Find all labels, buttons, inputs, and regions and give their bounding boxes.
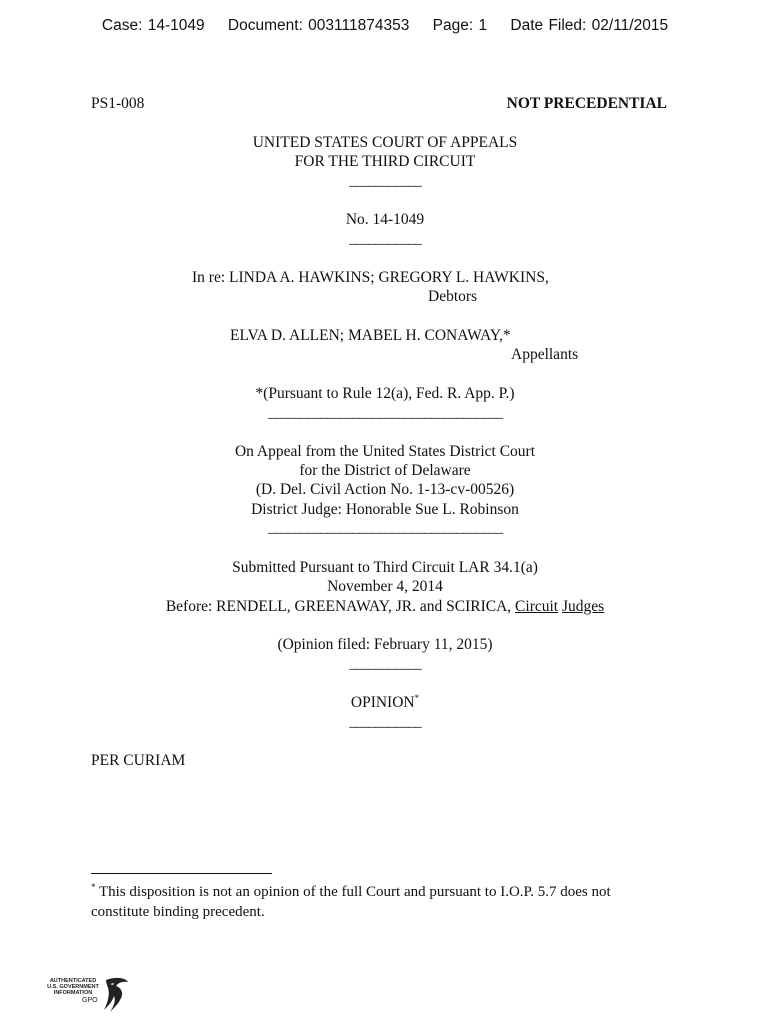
opinion-footnote-mark: * [414,692,420,703]
case-number: No. 14-1049 [345,211,425,228]
debtors-label: Debtors [428,288,478,305]
panel-line [0,597,770,616]
opinion-filed-date: (Opinion filed: February 11, 2015) [277,636,493,653]
appellants-label: Appellants [511,346,579,363]
court-name-line2: FOR THE THIRD CIRCUIT [294,153,476,170]
submission-line: Submitted Pursuant to Third Circuit LAR 34.1(a) [232,559,538,576]
footnote-text: This disposition is not an opinion of the full Court and pursuant to I.O.P. 5.7 does not [95,884,611,900]
appellant-names: ELVA D. ALLEN; MABEL H. CONAWAY,* [230,327,511,344]
opinion-label: OPINION [350,694,415,711]
document-number-header: Document: 003111874353 [227,17,410,34]
separator-rule: ___________ [349,173,421,189]
judges-word: Judges [561,598,605,615]
footnote-mark: * [91,882,96,892]
logo-gpo: GPO [82,997,98,1004]
logo-line3: INFORMATION [53,990,93,997]
logo-line1: AUTHENTICATED [49,978,97,984]
submission-date: November 4, 2014 [327,578,443,595]
logo-line2: U.S. GOVERNMENT [47,984,99,991]
gpo-authentication-logo [44,974,130,1018]
in-re-parties: In re: LINDA A. HAWKINS; GREGORY L. HAWKINS, [192,269,549,286]
footnote-rule [91,873,272,874]
document-id: PS1-008 [91,95,145,112]
per-curiam: PER CURIAM [91,752,186,769]
court-name-line1: UNITED STATES COURT OF APPEALS [252,134,518,151]
appeal-line2: for the District of Delaware [299,462,471,479]
page-number-header: Page: 1 [432,17,488,34]
footnote-line1 [91,883,611,902]
separator-rule: ___________ [349,714,421,730]
filing-header [0,17,770,35]
separator-rule: ___________ [349,656,421,672]
separator-rule: ___________ [349,231,421,247]
separator-rule-long: ____________________________________ [268,405,502,421]
appeal-line3: (D. Del. Civil Action No. 1-13-cv-00526) [255,481,515,498]
panel-judges: Before: RENDELL, GREENAWAY, JR. and SCIRICA, [165,598,516,615]
case-number-header: Case: 14-1049 [101,17,205,34]
footnote-line2: constitute binding precedent. [91,904,265,920]
appeal-line1: On Appeal from the United States District Court [234,443,536,460]
circuit-word: Circuit [515,598,559,615]
appeal-line4: District Judge: Honorable Sue L. Robinson [251,501,519,518]
separator-rule-long: ____________________________________ [268,520,502,536]
opinion-heading [0,693,770,712]
date-filed-header: Date Filed: 02/11/2015 [510,17,669,34]
rule-note: *(Pursuant to Rule 12(a), Fed. R. App. P.) [255,385,515,402]
precedential-status: NOT PRECEDENTIAL [506,95,667,112]
